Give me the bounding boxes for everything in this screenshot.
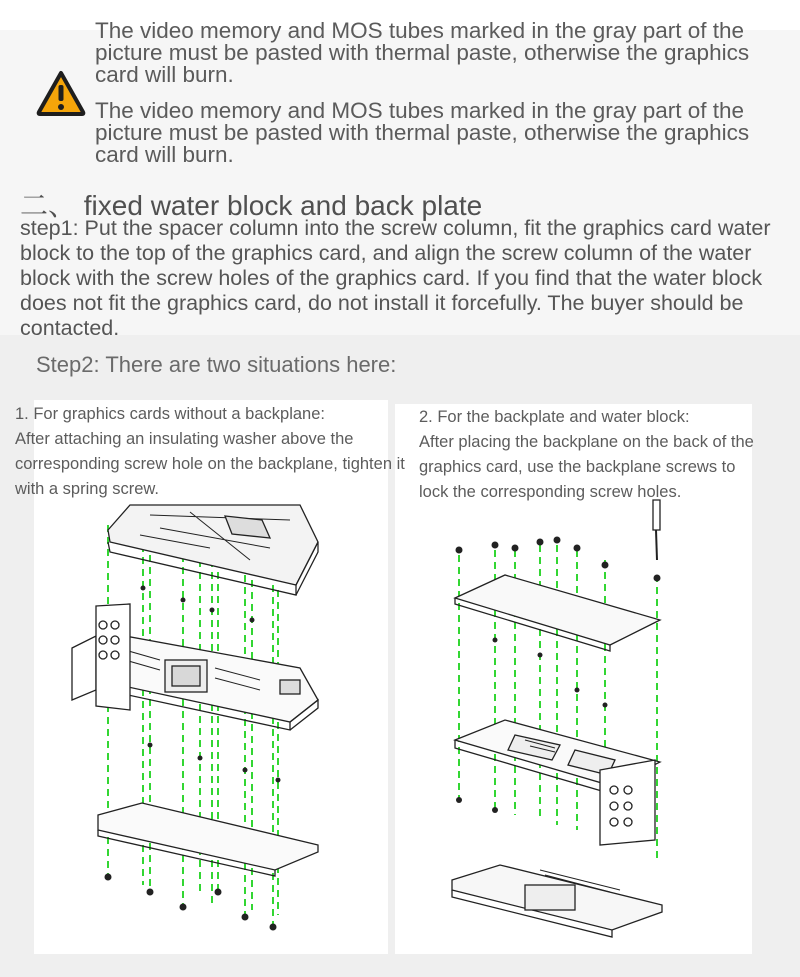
step2-text: Step2: There are two situations here: bbox=[36, 352, 397, 377]
situation-1-title: 1. For graphics cards without a backplane: bbox=[15, 405, 325, 423]
situation-1-text: After attaching an insulating washer above the corresponding screw hole on the backplane, tighten it with a spring screw. bbox=[15, 430, 405, 498]
situation-1-caption bbox=[15, 402, 415, 502]
warning-text-2: The video memory and MOS tubes marked in the gray part of the picture must be pasted with thermal paste, otherwise the graphics card will burn. bbox=[95, 98, 750, 167]
situation-2-title: 2. For the backplate and water block: bbox=[419, 408, 690, 426]
situation-2-text: After placing the backplane on the back of the graphics card, use the backplane screws to lock the corresponding screw holes. bbox=[419, 433, 754, 501]
left-assembly-diagram bbox=[72, 505, 318, 931]
situation-2-caption bbox=[419, 405, 764, 505]
right-assembly-diagram bbox=[452, 500, 662, 937]
warning-text-1: The video memory and MOS tubes marked in the gray part of the picture must be pasted with thermal paste, otherwise the graphics card will burn. bbox=[95, 18, 750, 87]
section-title: 二、 fixed water block and back plate bbox=[20, 190, 483, 221]
step1-text: step1: Put the spacer column into the screw column, fit the graphics card water block to the top of the graphics card, and align the screw column of the water block with the screw holes of the graphics card. If you find that the water block does not fit the graphics card, do not install it forcefully. The buyer should be contacted. bbox=[20, 216, 771, 340]
